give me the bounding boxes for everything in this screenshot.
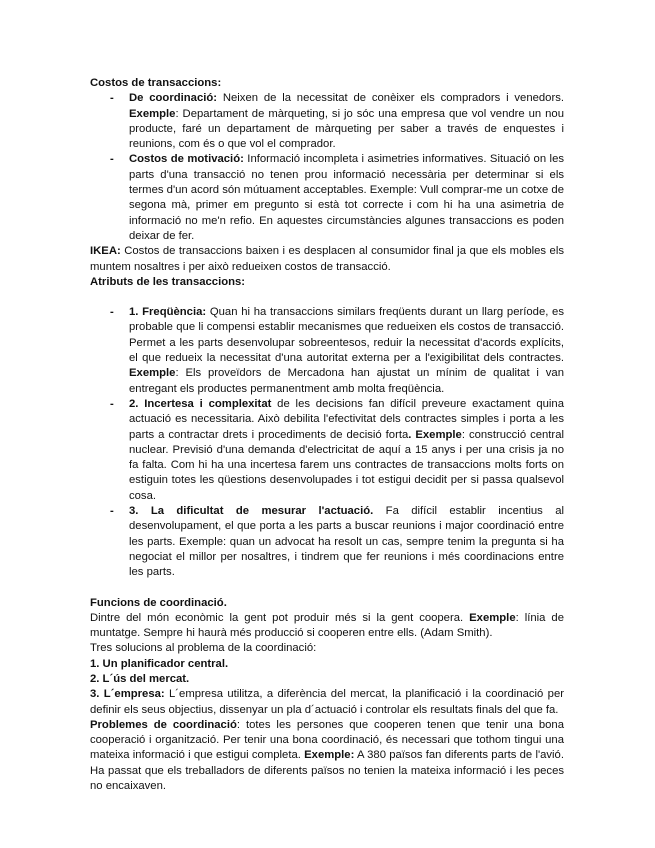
text: : Els proveïdors de Mercadona han ajustat un mínim de qualitat i van entregant els productes permanentment amb molta freqüència. bbox=[129, 367, 564, 395]
atributs-heading: Atributs de les transaccions: bbox=[90, 275, 246, 288]
text: : Departament de màrqueting, si jo sóc una empresa que vol vendre un nou producte, faré un departament de màrqueting per saber a través de enquestes i reunions, com és o que vol el comprador. bbox=[129, 107, 564, 151]
solution-1: 1. Un planificador central. bbox=[90, 657, 229, 670]
text: L´empresa utilitza, a diferència del mercat, la planificació i la coordinació per definir els seus objectius, dissenyar un pla d´actuació i controlar els resultats finals del que fa. bbox=[90, 688, 564, 716]
solution-2: 2. L´ús del mercat. bbox=[90, 672, 190, 685]
bullet-dash: - bbox=[110, 397, 114, 410]
example-label: Exemple bbox=[129, 107, 176, 120]
text: : línia de muntatge. Sempre hi haurà més producció si cooperen entre ells. (Adam Smith). bbox=[90, 611, 564, 640]
problemes-paragraph bbox=[90, 718, 564, 794]
example-label: Exemple bbox=[469, 611, 516, 624]
costos-heading: Costos de transaccions: bbox=[90, 77, 222, 89]
atributs-item-incertesa bbox=[90, 397, 564, 504]
solution-3 bbox=[90, 687, 564, 718]
funcions-heading: Funcions de coordinació. bbox=[90, 596, 227, 609]
bullet-dash: - bbox=[110, 92, 114, 105]
term: 2. Incertesa i complexitat bbox=[129, 397, 272, 410]
term: Costos de motivació: bbox=[129, 153, 244, 166]
atributs-item-frequencia bbox=[90, 305, 564, 397]
document-page bbox=[90, 76, 564, 794]
bullet-dash: - bbox=[110, 153, 114, 166]
example-label: . Exemple bbox=[408, 428, 462, 441]
term: 1. Freqüència: bbox=[129, 306, 207, 319]
atributs-item-dificultat bbox=[90, 504, 564, 580]
text: de les decisions fan difícil preveure exactament quina actuació es necessitaria. Això debilita l'efectivitat dels contractes simples i porta a les parts a contractar drets i procediments de decisió forta bbox=[129, 397, 564, 441]
spacer bbox=[90, 290, 564, 305]
ikea-label: IKEA: bbox=[90, 245, 121, 258]
text: Dintre del món econòmic la gent pot produir més si la gent coopera. bbox=[90, 611, 470, 624]
text: Informació incompleta i asimetries informatives. Situació on les parts d'una transacció no tenen prou informació necessària per determinar si els termes d'un acord són mútuament acceptables. Exemple: Vull comprar-me un cotxe de segona mà, primer em pregunto si està tot correcte i com hi ha una asimetria de informació no me'n refio. En aquestes circumstàncies algunes transaccions es poden deixar de fer. bbox=[129, 153, 564, 242]
costos-item-motivacio bbox=[90, 152, 564, 244]
text: : totes les persones que cooperen tenen que tenir una bona cooperació i organització. Per tenir una bona coordinació, és necessari que tothom tingui una mateixa informació i que estigui completa. bbox=[90, 718, 565, 762]
costos-item-coordinacio bbox=[90, 91, 564, 152]
ikea-text: Costos de transaccions baixen i es desplacen al consumidor final ja que els mobles els muntem nosaltres i per això redueixen costos de transacció. bbox=[90, 245, 564, 273]
bullet-dash: - bbox=[110, 306, 114, 319]
spacer bbox=[90, 581, 564, 596]
term: De coordinació: bbox=[129, 92, 218, 105]
problemes-label: Problemes de coordinació bbox=[90, 718, 237, 731]
ikea-paragraph bbox=[90, 244, 564, 275]
text: Quan hi ha transaccions similars freqüents durant un llarg període, es probable que li compensi establir mecanismes que redueixen els costos de transacció. Permet a les parts desenvolupar sobreentesos, reduir la necessitat d'acords explícits, el que redueix la necessitat d'una autoritat externa per a l'exigibilitat dels contractes. bbox=[129, 306, 564, 365]
solution-3-label: 3. L´empresa: bbox=[90, 688, 165, 701]
bullet-dash: - bbox=[110, 505, 114, 518]
example-label: Exemple bbox=[129, 367, 176, 380]
funcions-paragraph-2: Tres solucions al problema de la coordinació: bbox=[90, 642, 317, 655]
funcions-paragraph-1 bbox=[90, 611, 564, 642]
text: A 380 països fan diferents parts de l'avió. Ha passat que els treballadors de diferents països no tenien la mateixa informació i les peces no encaixaven. bbox=[90, 749, 564, 793]
example-label: Exemple: bbox=[304, 749, 355, 762]
text: Fa difícil establir incentius al desenvolupament, el que porta a les parts a buscar reunions i major coordinació entre les parts. Exemple: quan un advocat ha resolt un cas, sempre tenim la pregunta si ha negociat el millor per nosaltres, i tindrem que fer reunions i més coordinacions entre les parts. bbox=[129, 505, 564, 579]
term: 3. La dificultat de mesurar l'actuació. bbox=[129, 505, 374, 518]
text: : construcció central nuclear. Previsió d'una demanda d'electricitat de aquí a 15 anys i per una crisis ja no fa falta. Com hi ha una incertesa farem uns contractes de transaccions molts forts on estiguin totes les qüestions desenvolupades i tot estigui decidit per si passa qualsevol cosa. bbox=[129, 428, 564, 502]
text: Neixen de la necessitat de conèixer els compradors i venedors. bbox=[217, 92, 564, 105]
